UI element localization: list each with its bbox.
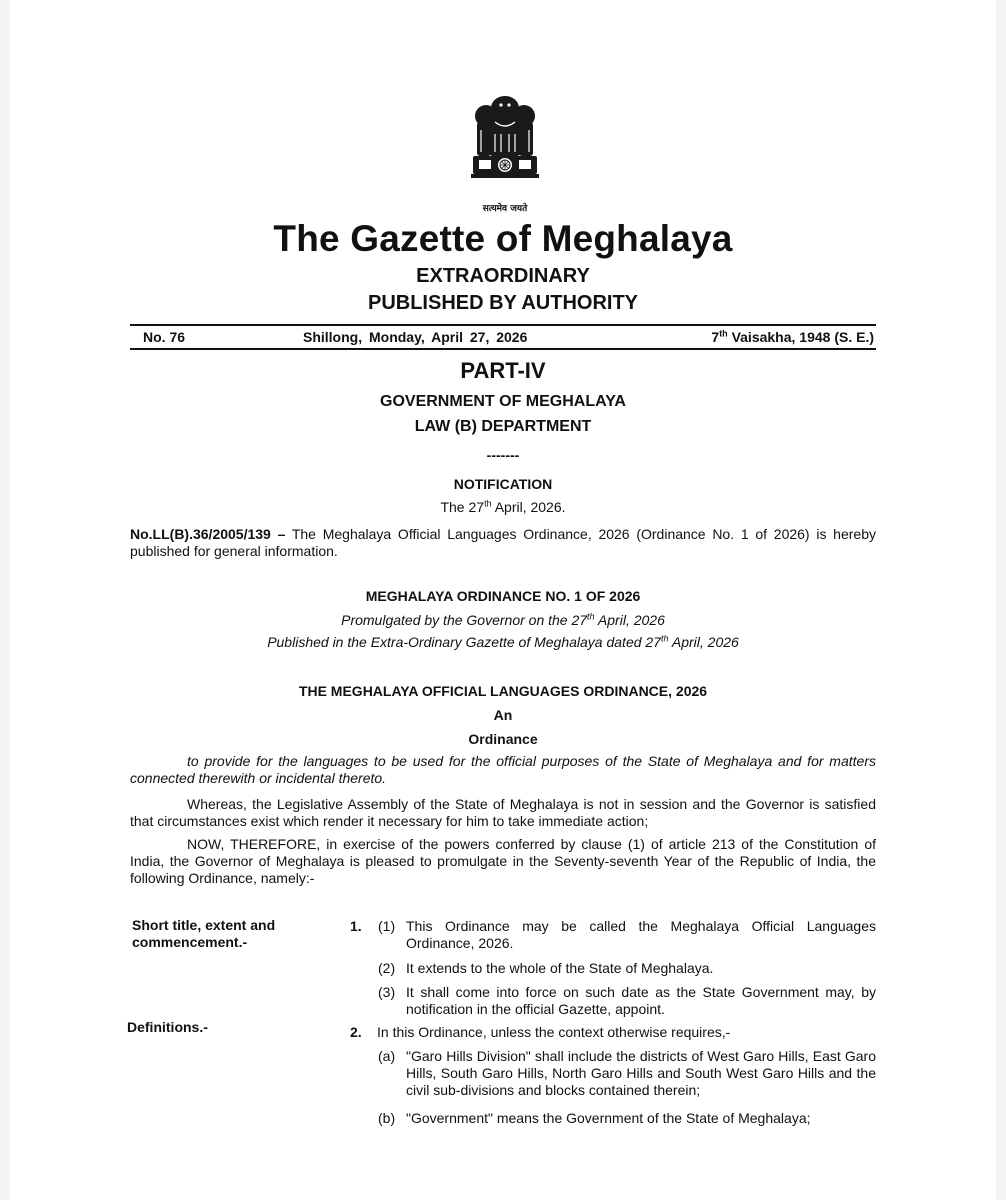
s1-clause-2-text: It extends to the whole of the State of Meghalaya. [406,960,714,976]
whereas-paragraph: Whereas, the Legislative Assembly of the State of Meghalaya is not in session and the Governor is satisfied that circumstances exist which render it necessary for him to take immediate action; [130,796,876,829]
gazette-subtitle-authority: PUBLISHED BY AUTHORITY [367,292,639,314]
gazette-subtitle-extraordinary: EXTRAORDINARY [416,265,590,287]
issue-saka-date [711,329,874,345]
notification-text: The Meghalaya Official Languages Ordinance, 2026 (Ordinance No. 1 of 2026) is hereby published for general information. [130,526,876,559]
s1-clause-3-mark: (3) [378,984,396,1000]
notification-heading: NOTIFICATION [453,476,553,492]
notification-date-post: April, 2026. [491,499,566,515]
notification-date-sup: th [484,498,492,509]
promulgated-sup: th [587,611,595,622]
s2-clause-a-text: "Garo Hills Division" shall include the districts of West Garo Hills, East Garo Hills, South Garo Hills, North Garo Hills and South West Garo Hills and the civil sub-divisions and blocks contained therein; [406,1048,876,1098]
section-1-margin-line2: commencement.- [132,934,248,950]
section-1-margin-note [132,917,322,951]
preamble: to provide for the languages to be used for the official purposes of the State of Meghalaya and for matters connected therewith or incidental thereto. [130,753,876,786]
issue-place-date: Shillong, Monday, April 27, 2026 [303,329,528,345]
section-2-intro: In this Ordinance, unless the context otherwise requires,- [377,1024,731,1040]
emblem-motto: सत्यमेव जयते [482,204,528,214]
s2-clause-b-mark: (b) [378,1110,396,1126]
published-post: April, 2026 [668,634,739,650]
section-1-margin-line1: Short title, extent and [132,917,276,933]
act-title: THE MEGHALAYA OFFICIAL LANGUAGES ORDINANCE, 2026 [298,683,708,699]
s1-clause-1-mark: (1) [378,918,396,934]
s1-clause-1-text: This Ordinance may be called the Meghalaya Official Languages Ordinance, 2026. [406,918,876,951]
promulgated-post: April, 2026 [594,612,665,628]
notification-ref: No.LL(B).36/2005/139 – [130,526,286,542]
issue-number: No. 76 [143,329,186,345]
promulgated-pre: Promulgated by the Governor on the 27 [341,612,588,628]
saka-day-suffix: th [719,328,728,339]
notification-date-pre: The 27 [440,499,485,515]
published-sup: th [660,633,669,644]
section-1-number: 1. [350,918,362,934]
issue-line-bottom-rule [130,348,876,350]
section-2-margin-note: Definitions.- [127,1019,208,1035]
s2-clause-b-text: "Government" means the Government of the State of Meghalaya; [406,1110,811,1126]
section-2-number: 2. [350,1024,362,1040]
promulgated-line [0,612,1006,628]
notification-paragraph [130,526,876,560]
published-line [0,634,1006,650]
s1-clause-3-text: It shall come into force on such date as the State Government may, by notification in the official Gazette, appoint. [406,984,876,1017]
gazette-title: The Gazette of Meghalaya [273,218,733,259]
saka-day: 7 [711,329,720,345]
government-heading: GOVERNMENT OF MEGHALAYA [380,393,626,410]
separator: ------- [486,447,520,463]
ordinance-number-heading: MEGHALAYA ORDINANCE NO. 1 OF 2026 [365,588,641,604]
part-heading: PART-IV [460,358,546,383]
now-therefore-paragraph: NOW, THEREFORE, in exercise of the powers conferred by clause (1) of article 213 of the Constitution of India, the Governor of Meghalaya is pleased to promulgate in the Seventy-seventh Year of the Republic of India, the following Ordinance, namely:- [130,836,876,886]
act-an: An [493,707,513,723]
s1-clause-2-mark: (2) [378,960,396,976]
department-heading: LAW (B) DEPARTMENT [414,418,592,435]
saka-rest: Vaisakha, 1948 (S. E.) [727,329,874,345]
notification-date [0,499,1006,515]
issue-line-top-rule [130,324,876,326]
published-pre: Published in the Extra-Ordinary Gazette of Meghalaya dated 27 [267,634,661,650]
act-ordinance-word: Ordinance [468,731,538,747]
s2-clause-a-mark: (a) [378,1048,396,1064]
